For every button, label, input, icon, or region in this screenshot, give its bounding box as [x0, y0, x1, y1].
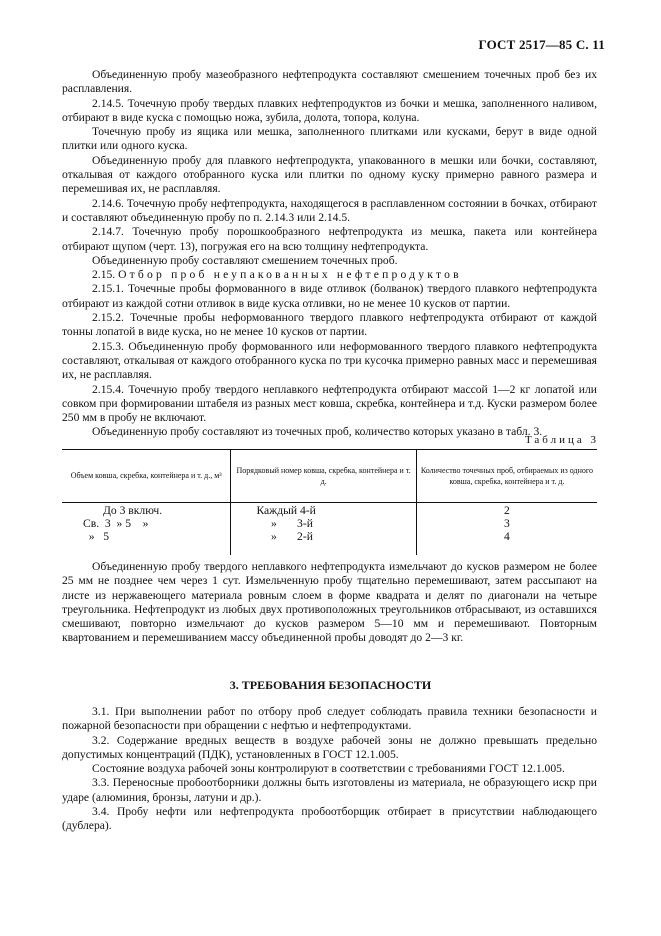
table-header-cell: Объем ковша, скребка, контейнера и т. д., м³ [62, 450, 231, 503]
subsection-heading [62, 268, 597, 282]
page-header: ГОСТ 2517—85 С. 11 [478, 37, 605, 52]
table-3 [62, 449, 597, 555]
table-cell: 4 [504, 530, 510, 544]
paragraph: Объединенную пробу составляют смешением точечных проб. [92, 253, 398, 267]
section-heading: 3. ТРЕБОВАНИЯ БЕЗОПАСНОСТИ [229, 678, 432, 692]
body-text-after-table [62, 560, 597, 646]
paragraph: Объединенную пробу составляют из точечных проб, количество которых указано в табл. 3. [92, 425, 543, 439]
paragraph: 2.14.5. Точечную пробу твердых плавких нефтепродуктов из бочки и мешка, заполненного наливом, отбирают в виде куска с помощью ножа, зубила, долота, топора, колуна. [62, 96, 597, 124]
paragraph: 2.14.7. Точечную пробу порошкообразного нефтепродукта из мешка, пакета или контейнера отбирают щупом (черт. 13), погружая его на всю толщину нефтепродукта. [62, 225, 597, 253]
paragraph: 2.14.6. Точечную пробу нефтепродукта, находящегося в расплавленном состоянии в бочках, отбирают и составляют объединенную пробу по п. 2.14.3 или 2.14.5. [62, 196, 597, 224]
table-column-volume [62, 503, 231, 555]
table-header-cell: Порядковый номер ковша, скребка, контейнера и т. д. [231, 450, 416, 503]
paragraph: 2.15.2. Точечные пробы неформованного твердого плавкого нефтепродукта отбирают от каждой тонны лопатой в виде куска, но не менее 10 кусков от партии. [62, 311, 597, 339]
paragraph: Объединенную пробу твердого неплавкого нефтепродукта измельчают до кусков размером не более 25 мм не позднее чем через 1 сут. Измельченную пробу тщательно перемешивают, затем рассыпают на листе из нержавеющего материала ровным слоем в форме квадрата и делят по диагонали на четыре треугольника. Нефтепродукт из любых двух противоположных треугольников отбрасывают, из оставшихся смешивают, повторно измельчают до кусков размером 5—10 мм и перемешивают. Повторным квартованием и перемешиванием массу объединенной пробы доводят до 2—3 кг. [62, 560, 597, 645]
table-caption: Таблица 3 [524, 434, 599, 446]
body-text-section-3 [62, 705, 597, 834]
paragraph: 3.4. Пробу нефти или нефтепродукта пробоотборщик отбирает в присутствии наблюдающего (дублера). [62, 805, 597, 833]
table-body [62, 503, 597, 555]
table-cell: » 3-й [256, 517, 313, 531]
body-text-top [62, 68, 597, 440]
paragraph: Объединенную пробу для плавкого нефтепродукта, упакованного в мешки или бочки, составляют, откалывая от каждого отобранного куска или плитки по одному куску примерно равного размера и перемешивая их, не расплавляя. [62, 153, 597, 196]
paragraph: 2.15.4. Точечную пробу твердого неплавкого нефтепродукта отбирают массой 1—2 кг лопатой или совком при формировании штабеля из разных мест ковша, скребка, контейнера и т.д. Куски размером более 250 мм в пробу не включают. [62, 382, 597, 425]
table-cell: 3 [504, 517, 510, 531]
paragraph: 3.1. При выполнении работ по отбору проб следует соблюдать правила техники безопасности и пожарной безопасности при обращении с нефтью и нефтепродуктами. [62, 705, 597, 733]
table-column-count [416, 503, 597, 555]
table-cell: » 5 [83, 530, 110, 544]
paragraph: 2.15.3. Объединенную пробу формованного или неформованного твердого плавкого нефтепродукта составляют, откалывая от каждого отобранного куска по три кусочка примерно равных масс и перемешивая их, не расплавляя. [62, 339, 597, 382]
paragraph: Объединенную пробу мазеобразного нефтепродукта составляют смешением точечных проб без их расплавления. [62, 68, 597, 96]
table-cell: Св. 3 » 5 » [83, 517, 149, 531]
table-cell: Каждый 4-й [256, 504, 316, 517]
table-column-order [231, 503, 416, 555]
paragraph: 3.2. Содержание вредных веществ в воздухе рабочей зоны не должно превышать предельно допустимых концентраций (ПДК), установленных в ГОСТ 12.1.005. [62, 733, 597, 761]
paragraph: Точечную пробу из ящика или мешка, заполненного плитками или кусками, берут в виде одной плитки или одного куска. [62, 125, 597, 153]
paragraph: 3.3. Переносные пробоотборники должны быть изготовлены из материала, не образующего искр при ударе (алюминия, бронзы, латуни и др.). [62, 776, 597, 804]
paragraph: Состояние воздуха рабочей зоны контролируют в соответствии с требованиями ГОСТ 12.1.005. [92, 762, 565, 776]
table-header-row [62, 450, 597, 503]
table-cell: До 3 включ. [103, 504, 163, 517]
table-cell: » 2-й [256, 530, 313, 544]
table-header-cell: Количество точечных проб, отбираемых из одного ковша, скребка, контейнера и т. д. [416, 450, 597, 503]
table-cell: 2 [504, 504, 510, 517]
subsection-title: Отбор проб неупакованных нефтепродуктов [118, 268, 462, 282]
subsection-number: 2.15. [92, 268, 116, 282]
paragraph: 2.15.1. Точечные пробы формованного в виде отливок (болванок) твердого плавкого нефтепродукта отбирают из каждой сотни отливок в виде куска отливки, но не менее 10 кусков от партии. [62, 282, 597, 310]
